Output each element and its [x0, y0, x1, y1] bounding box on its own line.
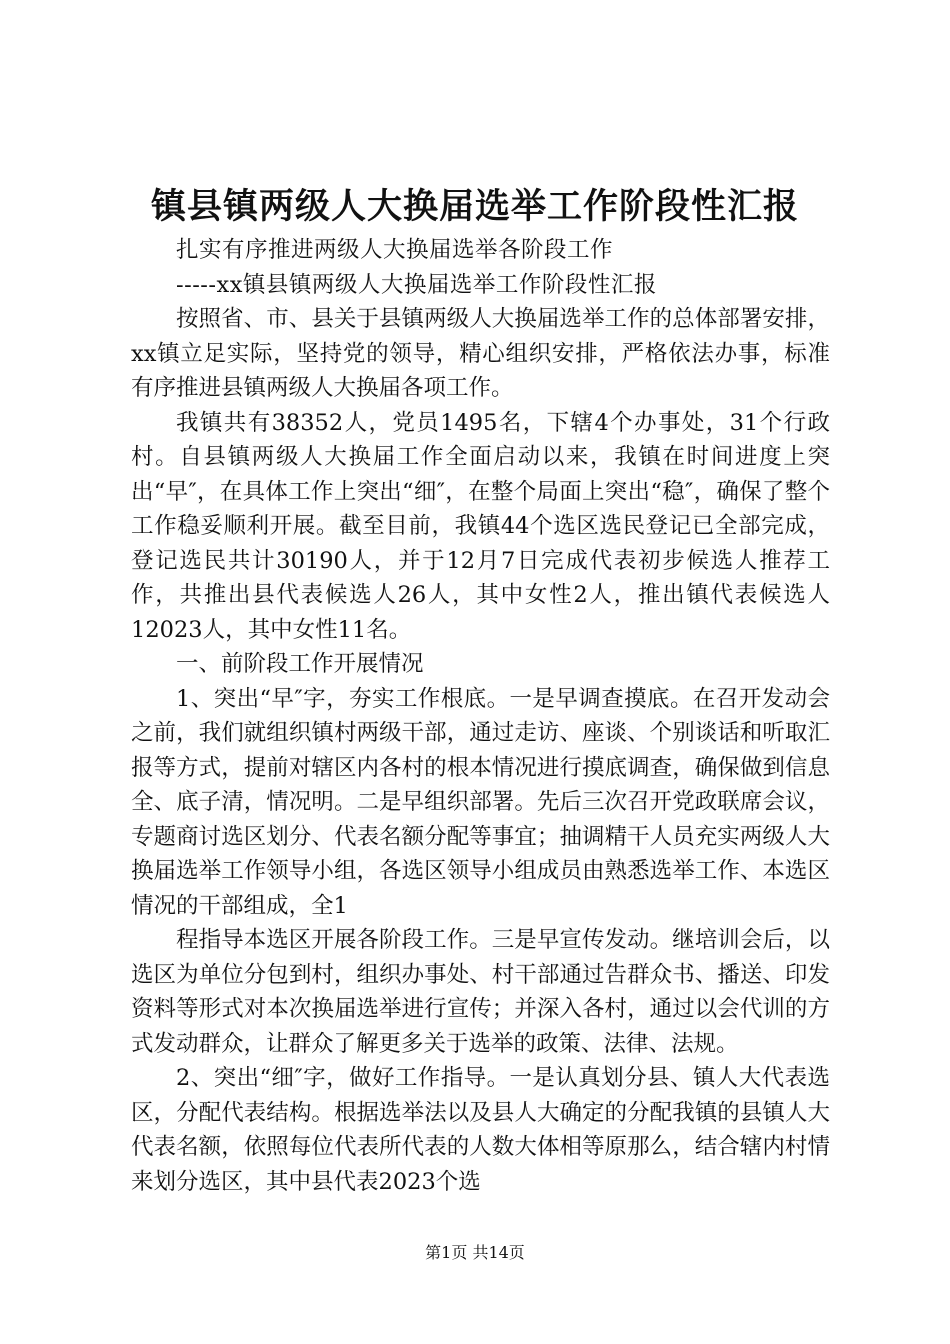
document-body	[131, 233, 830, 1199]
paragraph-detail: 2、突出“细″字，做好工作指导。一是认真划分县、镇人大代表选区，分配代表结构。根据选举法以及县人大确定的分配我镇的县镇人大代表名额，依照每位代表所代表的人数大体相等原那么，结合辖内村情来划分选区，其中县代表2023个选	[131, 1065, 830, 1195]
paragraph-overview: 我镇共有38352人，党员1495名，下辖4个办事处，31个行政村。自县镇两级人大换届工作全面启动以来，我镇在时间进度上突出“早″，在具体工作上突出“细″，在整个局面上突出“稳″，确保了整个工作稳妥顺利开展。截至目前，我镇44个选区选民登记已全部完成，登记选民共计30190人，并于12月7日完成代表初步候选人推荐工作，共推出县代表候选人26人，其中女性2人，推出镇代表候选人12023人，其中女性11名。	[131, 409, 830, 643]
paragraph-intro: 按照省、市、县关于县镇两级人大换届选举工作的总体部署安排，xx镇立足实际，坚持党的领导，精心组织安排，严格依法办事，标准有序推进县镇两级人大换届各项工作。	[131, 306, 830, 401]
paragraph-early: 1、突出“早″字，夯实工作根底。一是早调查摸底。在召开发动会之前，我们就组织镇村两级干部，通过走访、座谈、个别谈话和听取汇报等方式，提前对辖区内各村的根本情况进行摸底调查，确保做到信息全、底子清，情况明。二是早组织部署。先后三次召开党政联席会议，专题商讨选区划分、代表名额分配等事宜；抽调精干人员充实两级人大换届选举工作领导小组，各选区领导小组成员由熟悉选举工作、本选区情况的干部组成，全1	[131, 685, 830, 919]
document-title: 镇县镇两级人大换届选举工作阶段性汇报	[150, 186, 799, 227]
subtitle-line-2: -----xx镇县镇两级人大换届选举工作阶段性汇报	[176, 271, 657, 298]
section-heading: 一、前阶段工作开展情况	[176, 651, 424, 677]
page-number-footer: 第1页 共14页	[425, 1243, 525, 1262]
paragraph-continued: 程指导本选区开展各阶段工作。三是早宣传发动。继培训会后，以选区为单位分包到村，组织办事处、村干部通过告群众书、播送、印发资料等形式对本次换届选举进行宣传；并深入各村，通过以会代训的方式发动群众，让群众了解更多关于选举的政策、法律、法规。	[131, 927, 830, 1057]
subtitle-line-1: 扎实有序推进两级人大换届选举各阶段工作	[176, 237, 614, 263]
